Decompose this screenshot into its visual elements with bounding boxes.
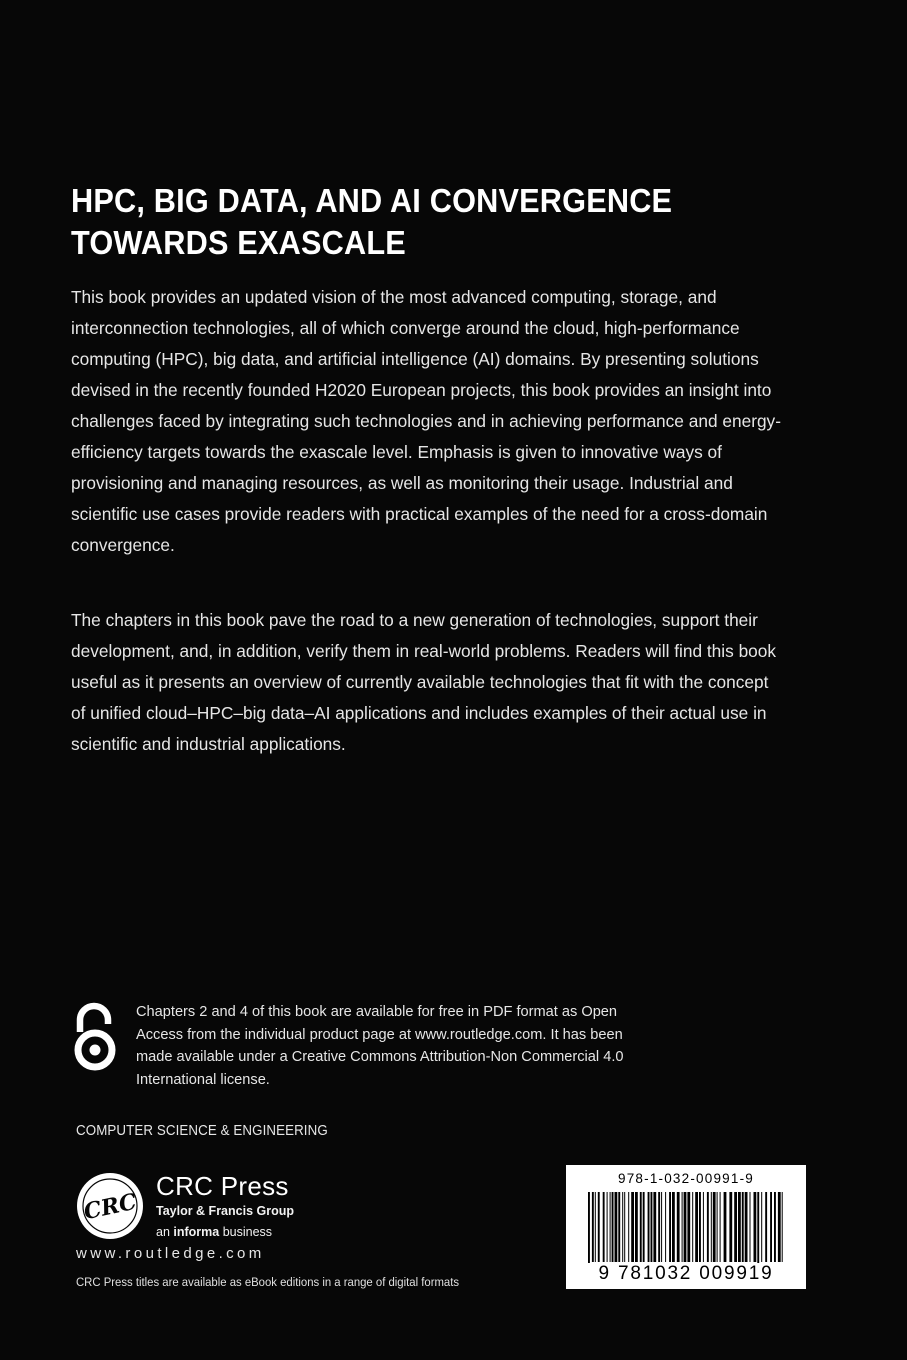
barcode-bar: [707, 1192, 709, 1262]
publisher-group: Taylor & Francis Group: [156, 1204, 294, 1218]
barcode-bar: [598, 1192, 600, 1262]
barcode-bar: [612, 1192, 614, 1262]
barcode-bar: [782, 1192, 783, 1262]
book-title: [71, 180, 778, 264]
barcode-bar: [653, 1192, 656, 1262]
barcode-bar: [661, 1192, 662, 1262]
publisher-website[interactable]: www.routledge.com: [76, 1245, 265, 1262]
subject-category: COMPUTER SCIENCE & ENGINEERING: [76, 1123, 328, 1139]
barcode-bar: [682, 1192, 683, 1262]
barcode-bar: [738, 1192, 741, 1262]
barcode-bar: [672, 1192, 675, 1262]
barcode-bar: [778, 1192, 781, 1262]
ebook-availability-note: CRC Press titles are available as eBook editions in a range of digital formats: [76, 1275, 460, 1289]
barcode-bar: [734, 1192, 737, 1262]
title-line-1: HPC, BIG DATA, AND AI CONVERGENCE: [71, 182, 673, 219]
business-suffix: business: [219, 1225, 273, 1239]
barcode-bar: [713, 1192, 716, 1262]
barcode-bar: [742, 1192, 744, 1262]
barcode-bar: [692, 1192, 693, 1262]
isbn-barcode-panel: [566, 1165, 806, 1289]
barcode-bar: [622, 1192, 623, 1262]
crc-press-logo: [76, 1172, 144, 1240]
barcode-bar: [695, 1192, 698, 1262]
barcode-bar: [618, 1192, 620, 1262]
barcode-bar: [631, 1192, 634, 1262]
barcode-bar: [765, 1192, 767, 1262]
barcode-bar: [651, 1192, 653, 1262]
barcode-bar: [750, 1192, 751, 1262]
barcode-bar: [774, 1192, 776, 1262]
barcode-bar: [607, 1192, 608, 1262]
barcode-bar: [684, 1192, 687, 1262]
barcode-bar: [595, 1192, 596, 1262]
description-paragraph-1: This book provides an updated vision of the most advanced computing, storage, and interconnection technologies, all of which converge around the cloud, high-performance computing (HPC), big data, and artificial intelligence (AI) domains. By presenting solutions devised in the recently founded H2020 European projects, this book provides an insight into challenges faced by integrating such technologies and in achieving performance and energy-efficiency targets towards the exascale level. Emphasis is given to innovative ways of provisioning and managing resources, as well as monitoring their usage. Industrial and scientific use cases provide readers with practical examples of the need for a cross-domain convergence.: [71, 287, 781, 555]
barcode-bar: [717, 1192, 718, 1262]
barcode-bar: [640, 1192, 642, 1262]
publisher-business-line: [156, 1225, 272, 1239]
isbn-number-bottom: 9 781032 009919: [568, 1263, 804, 1285]
barcode-bar: [615, 1192, 618, 1262]
barcode-bar: [724, 1192, 727, 1262]
business-prefix: an: [156, 1225, 174, 1239]
business-name: informa: [173, 1225, 220, 1239]
barcode-bar: [711, 1192, 712, 1262]
barcode-bar: [770, 1192, 772, 1262]
publisher-name: CRC Press: [156, 1171, 289, 1201]
barcode-bar: [669, 1192, 671, 1262]
barcode-bar: [603, 1192, 605, 1262]
isbn-number-top: 978-1-032-00991-9: [618, 1171, 754, 1186]
barcode-bar: [761, 1192, 762, 1262]
description-paragraph-2: The chapters in this book pave the road to a new generation of technologies, support their development, and, in addition, verify them in real-world problems. Readers will find this book useful as it presents an overview of currently available technologies that fit with the concept of unified cloud–HPC–big data–AI applications and includes examples of their actual use in scientific and industrial applications.: [71, 610, 777, 754]
barcode-bar: [592, 1192, 594, 1262]
barcode-bar: [754, 1192, 757, 1262]
barcode-bar: [745, 1192, 748, 1262]
title-line-2: TOWARDS EXASCALE: [71, 224, 406, 261]
barcode-bar: [699, 1192, 701, 1262]
open-access-notice: Chapters 2 and 4 of this book are available for free in PDF format as Open Access from the individual product page at www.routledge.com. It has been made available under a Creative Commons Attribution-Non Commercial 4.0 International license.: [136, 1004, 624, 1088]
barcode-bar: [624, 1192, 625, 1262]
barcode-bar: [729, 1192, 732, 1262]
barcode-bar: [628, 1192, 629, 1262]
barcode-bar: [720, 1192, 721, 1262]
barcode-bar: [677, 1192, 680, 1262]
svg-text:CRC: CRC: [81, 1188, 139, 1226]
barcode-bar: [658, 1192, 660, 1262]
barcode-bar: [687, 1192, 690, 1262]
barcode-bar: [665, 1192, 666, 1262]
barcode-bar: [635, 1192, 638, 1262]
open-access-lock-icon: [71, 1002, 119, 1072]
barcode-bar: [648, 1192, 650, 1262]
barcode-bar: [703, 1192, 704, 1262]
barcode-bar: [643, 1192, 645, 1262]
barcode-bar: [610, 1192, 611, 1262]
